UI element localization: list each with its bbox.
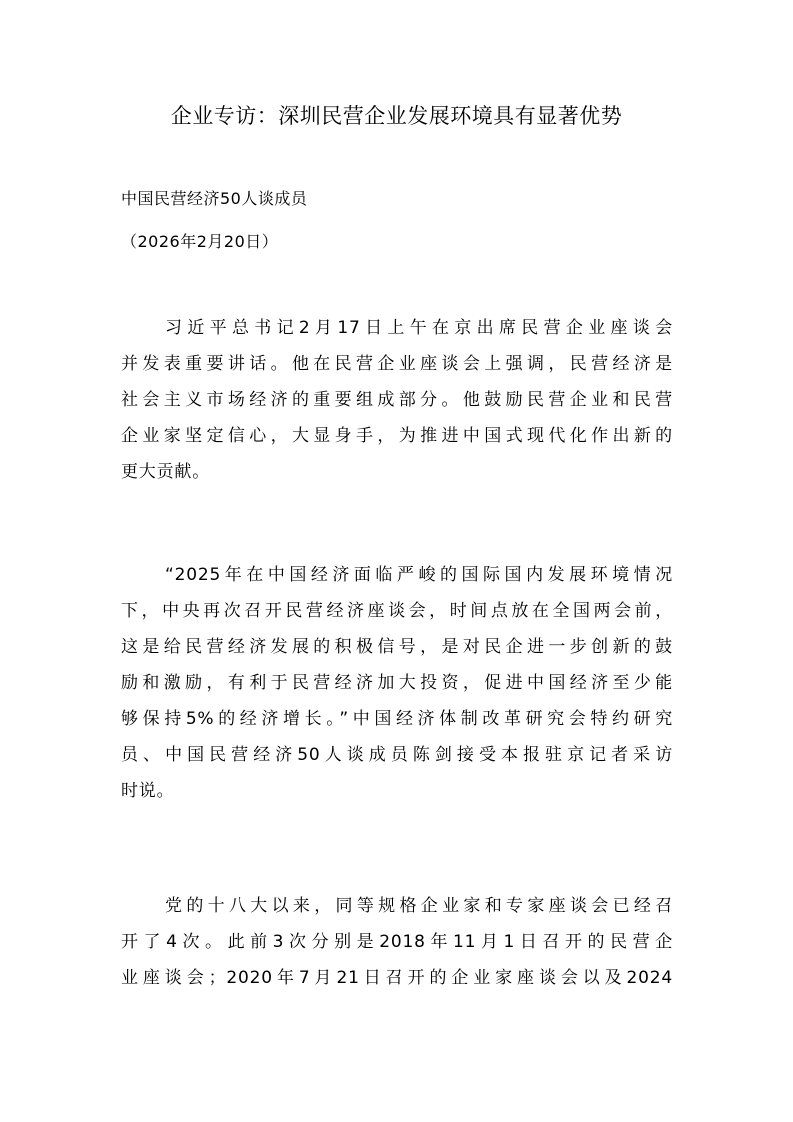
paragraph-line: 时说。 (121, 781, 175, 801)
paragraph-line: 够保持5%的经济增长。”中国经济体制改革研究会特约研究 (121, 709, 673, 729)
paragraph-line: “2025年在中国经济面临严峻的国际国内发展环境情况 (165, 565, 673, 585)
author-line: 中国民营经济50人谈成员 (121, 189, 308, 208)
paragraph-3 (121, 888, 673, 996)
paragraph-line: 社会主义市场经济的重要组成部分。他鼓励民营企业和民营 (121, 390, 673, 410)
paragraph-line: 党的十八大以来，同等规格企业家和专家座谈会已经召 (165, 896, 673, 916)
paragraph-line: 励和激励，有利于民营经济加大投资，促进中国经济至少能 (121, 673, 673, 693)
paragraph-1 (121, 310, 673, 490)
paragraph-line: 企业家坚定信心，大显身手，为推进中国式现代化作出新的 (121, 426, 673, 446)
paragraph-line: 更大贡献。 (121, 462, 210, 482)
paragraph-line: 业座谈会；2020年7月21日召开的企业家座谈会以及2024 (121, 968, 673, 988)
paragraph-line: 开了4次。此前3次分别是2018年11月1日召开的民营企 (121, 932, 673, 952)
paragraph-2 (121, 557, 673, 809)
date-line: （2026年2月20日） (121, 232, 279, 251)
paragraph-line: 这是给民营经济发展的积极信号，是对民企进一步创新的鼓 (121, 637, 673, 657)
paragraph-line: 下，中央再次召开民营经济座谈会，时间点放在全国两会前， (121, 601, 673, 621)
document-title: 企业专访：深圳民营企业发展环境具有显著优势 (170, 104, 623, 128)
paragraph-line: 并发表重要讲话。他在民营企业座谈会上强调，民营经济是 (121, 354, 673, 374)
paragraph-line: 习近平总书记2月17日上午在京出席民营企业座谈会 (165, 318, 673, 338)
paragraph-line: 员、中国民营经济50人谈成员陈剑接受本报驻京记者采访 (121, 745, 673, 765)
